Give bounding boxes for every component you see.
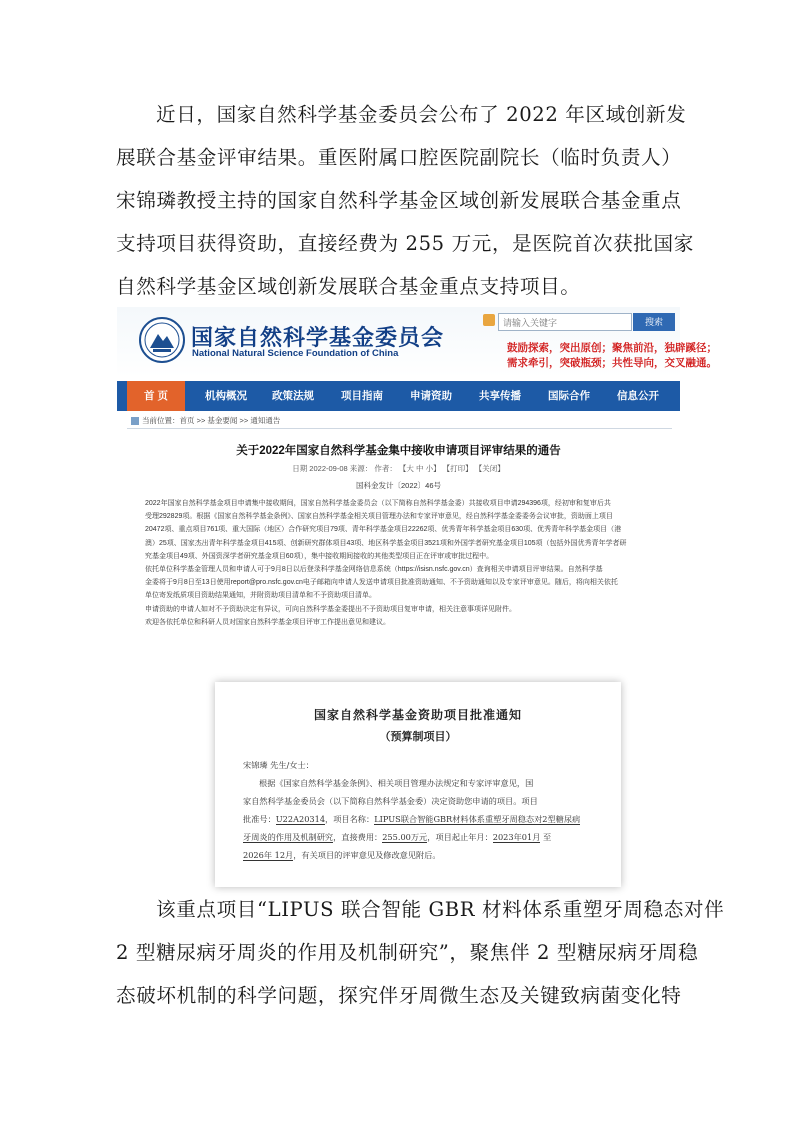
approval-line [243,846,603,864]
approval-text: ，项目起止年月： [427,832,493,842]
intro-paragraph [116,93,694,308]
intro-line: 自然科学基金区域创新发展联合基金重点支持项目。 [116,275,581,298]
approval-salutation: 宋锦璘 先生/女士： [243,760,314,770]
outro-line: 2 型糖尿病牙周炎的作用及机制研究”，聚焦伴 2 型糖尿病牙周稳 [116,941,699,964]
nav-item-share[interactable]: 共享传播 [479,390,521,402]
search-button[interactable]: 搜索 [633,313,675,331]
nav-item-intl[interactable]: 国际合作 [548,390,590,402]
breadcrumb [131,415,280,426]
notice-body [145,497,665,629]
approval-text: ，有关项目的评审意见及修改意见附后。 [293,850,441,860]
slogan-line: 需求牵引，突破瓶颈；共性导向，交叉融通。 [507,357,717,369]
intro-line: 支持项目获得资助，直接经费为 255 万元，是医院首次获批国家 [116,232,694,255]
approval-line [243,810,603,828]
funding-amount: 255.00万元 [382,832,428,842]
outro-paragraph [116,888,725,1017]
intro-line: 宋锦璘教授主持的国家自然科学基金区域创新发展联合基金重点 [116,189,682,212]
project-name: 牙周炎的作用及机制研究 [243,832,334,842]
outro-line: 该重点项目“LIPUS 联合智能 GBR 材料体系重塑牙周稳态对伴 [156,898,725,921]
project-name: LIPUS联合智能GBR材料体系重塑牙周稳态对2型糖尿病 [374,814,581,824]
nav-item-policy[interactable]: 政策法规 [272,390,314,402]
end-date: 2026年 12月 [243,850,294,860]
search-icon [483,314,495,326]
notice-line: 2022年国家自然科学基金项目申请集中接收期间，国家自然科学基金委员会（以下简称自然科学基金委）共接收项目申请294396项，经初审和复审后共 [145,500,611,507]
notice-line: 20472项、重点项目761项、重大国际（地区）合作研究项目79项、青年科学基金项目22262项、优秀青年科学基金项目630项、优秀青年科学基金项目（港 [145,526,622,534]
notice-number: 国科金发计〔2022〕46号 [355,481,442,490]
approval-notice-card [215,682,621,887]
approval-text: ，直接费用： [333,832,383,842]
notice-line: 受理292829项。根据《国家自然科学基金条例》、国家自然科学基金相关项目管理办法和专家评审意见，经自然科学基金委委务会议审批，资助面上项目 [145,513,613,521]
site-slogan [507,341,717,371]
notice-meta: 日期 2022-09-08 来源： 作者： 【大 中 小】 【打印】 【关闭】 [292,464,505,473]
nav-item-about[interactable]: 机构概况 [205,390,247,402]
approval-number: U22A20314 [275,814,326,824]
divider [127,428,672,429]
approval-body [243,756,603,864]
approval-text: 至 [540,832,552,842]
nav-item-home[interactable]: 首 页 [127,381,185,411]
notice-line: 金委将于9月8日至13日使用report@pro.nsfc.gov.cn电子邮箱向申请人发送申请项目批准资助通知、不予资助通知以及专家评审意见。随后，将向相关依托 [145,579,618,587]
intro-line: 近日，国家自然科学基金委员会公布了 2022 年区域创新发 [156,103,687,126]
location-icon [131,417,139,425]
nsfc-screenshot [117,307,717,892]
approval-line: 家自然科学基金委员会（以下简称自然科学基金委）决定资助您申请的项目。项目 [243,796,538,806]
nav-item-guide[interactable]: 项目指南 [341,390,383,402]
approval-title: 国家自然科学基金资助项目批准通知 [313,708,522,722]
notice-line: 澳）25项、国家杰出青年科学基金项目415项、创新研究群体项目43项、地区科学基金项目3521项和外国学者研究基金项目105项（包括外国优秀青年学者研 [145,539,627,547]
nav-item-apply[interactable]: 申请资助 [410,390,452,402]
outro-line: 态破坏机制的科学问题，探究伴牙周微生态及关键致病菌变化特 [116,984,682,1007]
site-name-cn: 国家自然科学基金委员会 [191,326,445,351]
approval-line [243,828,603,846]
notice-line: 欢迎各依托单位和科研人员对国家自然科学基金项目评审工作提出意见和建议。 [145,618,390,626]
approval-subtitle: （预算制项目） [379,730,457,743]
notice-title: 关于2022年国家自然科学基金集中接收申请项目评审结果的通告 [236,445,561,457]
approval-text: 批准号： [243,814,276,824]
notice-line: 究基金项目49项、外国资深学者研究基金项目60项），集中接收期间接收的其他类型项目正在评审或审批过程中。 [145,552,494,560]
notice-line: 单位寄发纸质项目资助结果通知，并附资助项目清单和不予资助项目清单。 [145,592,376,600]
site-name-en: National Natural Science Foundation of China [192,348,399,359]
notice-line: 申请资助的申请人如对不予资助决定有异议，可向自然科学基金委提出不予资助项目复审申请，相关注意事项详见附件。 [145,605,516,613]
breadcrumb-text: 当前位置：首页 >> 基金要闻 >> 通知通告 [142,416,281,425]
approval-text: ，项目名称： [325,814,375,824]
nav-item-info[interactable]: 信息公开 [617,390,659,402]
intro-line: 展联合基金评审结果。重医附属口腔医院副院长（临时负责人） [116,146,682,169]
slogan-line: 鼓励探索，突出原创；聚焦前沿，独辟蹊径； [507,342,717,354]
start-date: 2023年01月 [492,832,541,842]
nsfc-logo-icon [139,317,185,363]
notice-line: 依托单位科学基金管理人员和申请人可于9月8日以后登录科学基金网络信息系统（https://isisn.nsfc.gov.cn）查询相关申请项目评审结果。自然科学基 [145,566,603,574]
search-input[interactable]: 请输入关键字 [498,313,632,331]
approval-line: 根据《国家自然科学基金条例》、相关项目管理办法规定和专家评审意见，国 [259,778,534,788]
